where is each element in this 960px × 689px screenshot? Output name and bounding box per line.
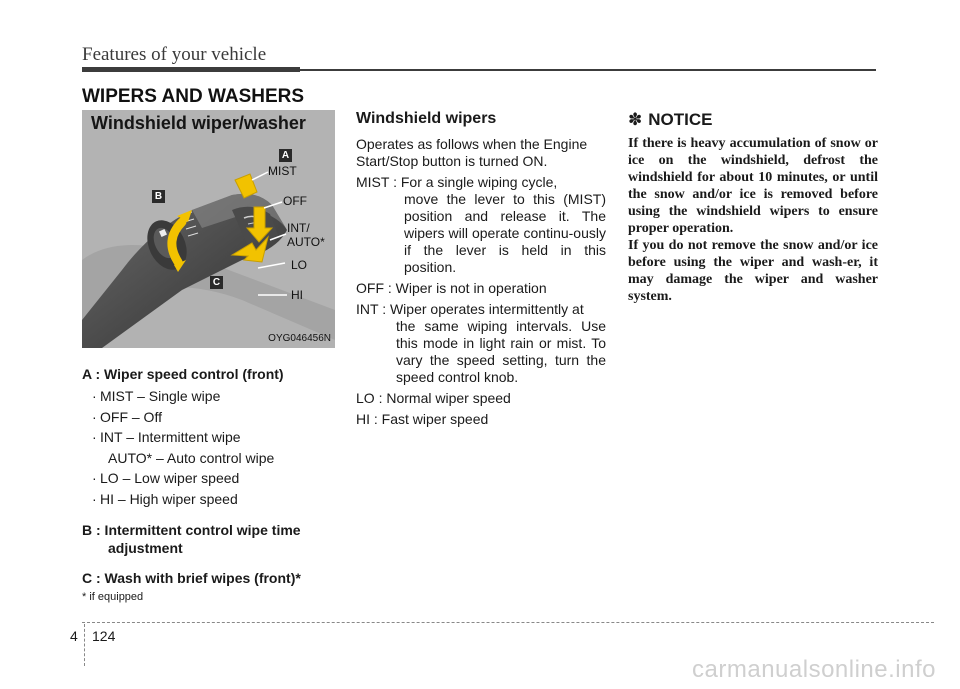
label-hi: HI — [291, 288, 303, 302]
page-number: 124 — [92, 628, 116, 644]
notice-title-text: NOTICE — [648, 110, 713, 129]
left-column — [82, 365, 342, 603]
label-lo: LO — [291, 258, 308, 272]
notice-title — [628, 110, 878, 130]
label-auto: AUTO* — [287, 235, 325, 249]
list-item: · HI – High wiper speed — [82, 489, 342, 510]
wipers-title: Windshield wipers — [356, 110, 497, 127]
mode-mist-desc-1: For a single wiping cycle, — [400, 174, 558, 190]
notice-paragraph-1: If there is heavy accumulation of snow or ice on the windshield, defrost the windshield for about 10 minutes, or until the snow and/or ice is removed before using the windshield wipers to ensure proper operation. — [628, 136, 878, 236]
list-item: · OFF – Off — [82, 407, 342, 428]
notice-body — [628, 135, 878, 305]
figure-title: Windshield wiper/washer — [91, 113, 306, 133]
heading-c: C : Wash with brief wipes (front)* — [82, 570, 301, 586]
header-rule-thick — [82, 67, 300, 72]
list-a — [82, 386, 342, 509]
mode-hi: HI : Fast wiper speed — [356, 411, 489, 427]
mode-off: OFF : Wiper is not in operation — [356, 280, 547, 296]
notice-paragraph-2: If you do not remove the snow and/or ice before using the wiper and wash-er, it may damage the wiper and washer system. — [628, 238, 878, 304]
list-item: AUTO* – Auto control wipe — [108, 449, 275, 466]
footer-rule — [82, 622, 934, 623]
mode-mist-term: MIST : — [356, 174, 401, 190]
mode-mist — [356, 174, 606, 276]
list-item: · LO – Low wiper speed — [82, 468, 342, 489]
chapter-number: 4 — [70, 628, 78, 644]
badge-b: B — [152, 190, 165, 203]
figure-code: OYG046456N — [268, 333, 331, 344]
header-rule-thin — [300, 69, 876, 71]
section-title: WIPERS AND WASHERS — [82, 86, 305, 107]
notice-asterisk-icon: ✽ — [628, 110, 643, 129]
list-item: · MIST – Single wipe — [82, 386, 342, 407]
badge-c: C — [210, 276, 223, 289]
heading-b — [82, 521, 342, 557]
mode-mist-desc-2: move the lever to this (MIST) position and release it. The wipers will operate continu-ously if the lever is held in this position. — [404, 191, 606, 275]
mode-int-term: INT : — [356, 301, 390, 317]
watermark: carmanualsonline.info — [692, 656, 936, 683]
page-separator — [84, 624, 86, 666]
footnote: * if equipped — [82, 591, 144, 603]
label-mist: MIST — [268, 164, 297, 178]
label-off: OFF — [283, 194, 307, 208]
header-title: Features of your vehicle — [82, 44, 267, 65]
mode-int — [356, 301, 606, 386]
label-int: INT/ — [287, 221, 310, 235]
wipers-intro: Operates as follows when the Engine Start/Stop button is turned ON. — [356, 136, 588, 169]
mode-lo: LO : Normal wiper speed — [356, 390, 511, 406]
heading-b-line2: adjustment — [108, 540, 183, 556]
heading-b-line1: B : Intermittent control wipe time — [82, 522, 301, 538]
right-column — [628, 110, 878, 305]
heading-a: A : Wiper speed control (front) — [82, 366, 284, 382]
middle-column — [356, 110, 606, 432]
badge-a: A — [279, 149, 292, 162]
mode-int-desc-2: the same wiping intervals. Use this mode in light rain or mist. To vary the speed setting, turn the speed control knob. — [396, 318, 606, 385]
list-item: · INT – Intermittent wipe — [82, 427, 342, 448]
wiper-figure — [82, 110, 335, 348]
mode-int-desc-1: Wiper operates intermittently at — [389, 301, 584, 317]
